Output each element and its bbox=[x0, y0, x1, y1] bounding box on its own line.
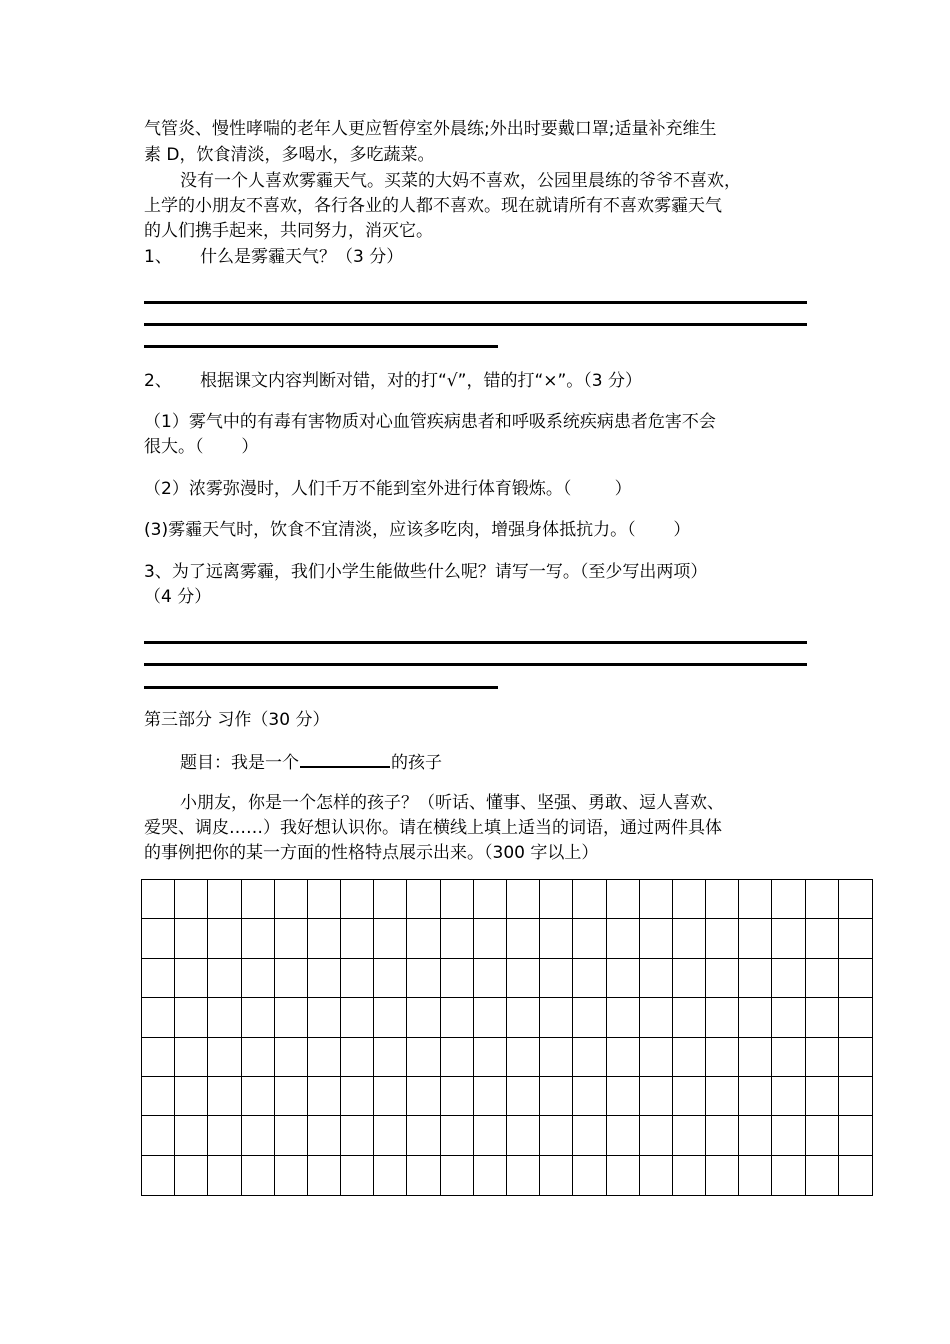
grid-cell[interactable] bbox=[175, 959, 208, 998]
grid-cell[interactable] bbox=[407, 998, 440, 1037]
grid-cell[interactable] bbox=[673, 1038, 706, 1077]
grid-cell[interactable] bbox=[407, 1116, 440, 1155]
grid-cell[interactable] bbox=[839, 959, 872, 998]
grid-cell[interactable] bbox=[441, 919, 474, 958]
answer-line[interactable] bbox=[144, 345, 498, 348]
grid-cell[interactable] bbox=[341, 998, 374, 1037]
grid-cell[interactable] bbox=[275, 998, 308, 1037]
grid-cell[interactable] bbox=[374, 959, 407, 998]
grid-cell[interactable] bbox=[540, 919, 573, 958]
grid-cell[interactable] bbox=[540, 1116, 573, 1155]
grid-cell[interactable] bbox=[407, 1156, 440, 1195]
grid-cell[interactable] bbox=[772, 1156, 805, 1195]
grid-cell[interactable] bbox=[540, 1156, 573, 1195]
judgment-item-1: （1）雾气中的有毒有害物质对心血管疾病患者和呼吸系统疾病患者危害不会 bbox=[144, 412, 716, 432]
grid-cell[interactable] bbox=[142, 959, 175, 998]
grid-cell[interactable] bbox=[142, 1077, 175, 1116]
grid-cell[interactable] bbox=[772, 959, 805, 998]
grid-cell[interactable] bbox=[208, 919, 241, 958]
grid-cell[interactable] bbox=[573, 1038, 606, 1077]
grid-cell[interactable] bbox=[607, 880, 640, 919]
passage-line: 的人们携手起来，共同努力，消灭它。 bbox=[144, 221, 433, 241]
grid-cell[interactable] bbox=[673, 1077, 706, 1116]
grid-cell[interactable] bbox=[374, 919, 407, 958]
grid-cell[interactable] bbox=[739, 1156, 772, 1195]
grid-cell[interactable] bbox=[175, 919, 208, 958]
grid-cell[interactable] bbox=[341, 1116, 374, 1155]
grid-cell[interactable] bbox=[474, 1156, 507, 1195]
grid-cell[interactable] bbox=[772, 1077, 805, 1116]
grid-cell[interactable] bbox=[640, 1077, 673, 1116]
grid-cell[interactable] bbox=[640, 919, 673, 958]
grid-cell[interactable] bbox=[739, 998, 772, 1037]
passage-line: 素 D，饮食清淡，多喝水，多吃蔬菜。 bbox=[144, 145, 435, 165]
grid-cell[interactable] bbox=[839, 919, 872, 958]
grid-cell[interactable] bbox=[806, 1077, 839, 1116]
grid-cell[interactable] bbox=[573, 998, 606, 1037]
item-text: (3)雾霾天气时，饮食不宜清淡，应该多吃肉，增强身体抵抗力。（ bbox=[144, 520, 636, 540]
grid-cell[interactable] bbox=[607, 1116, 640, 1155]
grid-cell[interactable] bbox=[242, 998, 275, 1037]
judgment-item-1-end bbox=[144, 435, 258, 459]
grid-cell[interactable] bbox=[341, 959, 374, 998]
grid-cell[interactable] bbox=[739, 959, 772, 998]
grid-cell[interactable] bbox=[474, 1116, 507, 1155]
grid-cell[interactable] bbox=[573, 880, 606, 919]
grid-cell[interactable] bbox=[175, 1156, 208, 1195]
grid-cell[interactable] bbox=[673, 1156, 706, 1195]
grid-cell[interactable] bbox=[673, 1116, 706, 1155]
grid-cell[interactable] bbox=[806, 1116, 839, 1155]
grid-cell[interactable] bbox=[772, 998, 805, 1037]
grid-cell[interactable] bbox=[806, 959, 839, 998]
grid-cell[interactable] bbox=[208, 959, 241, 998]
passage-line: 没有一个人喜欢雾霾天气。买菜的大妈不喜欢，公园里晨练的爷爷不喜欢， bbox=[180, 171, 741, 191]
question-number: 1、 bbox=[144, 247, 172, 267]
grid-cell[interactable] bbox=[839, 1116, 872, 1155]
grid-cell[interactable] bbox=[573, 1156, 606, 1195]
grid-cell[interactable] bbox=[175, 1116, 208, 1155]
grid-cell[interactable] bbox=[441, 959, 474, 998]
grid-cell[interactable] bbox=[772, 1116, 805, 1155]
grid-cell[interactable] bbox=[540, 1077, 573, 1116]
grid-cell[interactable] bbox=[573, 919, 606, 958]
grid-cell[interactable] bbox=[242, 1038, 275, 1077]
grid-cell[interactable] bbox=[772, 1038, 805, 1077]
grid-cell[interactable] bbox=[242, 1116, 275, 1155]
grid-cell[interactable] bbox=[507, 1116, 540, 1155]
grid-cell[interactable] bbox=[308, 1156, 341, 1195]
grid-cell[interactable] bbox=[441, 1038, 474, 1077]
grid-cell[interactable] bbox=[839, 880, 872, 919]
grid-cell[interactable] bbox=[308, 1038, 341, 1077]
judgment-item-2 bbox=[144, 477, 632, 501]
grid-cell[interactable] bbox=[673, 919, 706, 958]
grid-cell[interactable] bbox=[208, 1116, 241, 1155]
grid-cell[interactable] bbox=[208, 1038, 241, 1077]
grid-cell[interactable] bbox=[673, 998, 706, 1037]
question-2 bbox=[144, 369, 642, 393]
grid-cell[interactable] bbox=[242, 880, 275, 919]
grid-cell[interactable] bbox=[507, 1156, 540, 1195]
grid-cell[interactable] bbox=[772, 880, 805, 919]
grid-cell[interactable] bbox=[441, 1077, 474, 1116]
grid-cell[interactable] bbox=[308, 959, 341, 998]
grid-cell[interactable] bbox=[175, 998, 208, 1037]
answer-line[interactable] bbox=[144, 323, 807, 326]
grid-cell[interactable] bbox=[640, 1156, 673, 1195]
grid-cell[interactable] bbox=[175, 1038, 208, 1077]
grid-cell[interactable] bbox=[308, 919, 341, 958]
grid-cell[interactable] bbox=[706, 959, 739, 998]
item-text: 很大。（ bbox=[144, 437, 204, 457]
grid-cell[interactable] bbox=[739, 880, 772, 919]
grid-cell[interactable] bbox=[208, 1156, 241, 1195]
grid-cell[interactable] bbox=[142, 919, 175, 958]
grid-cell[interactable] bbox=[341, 919, 374, 958]
grid-cell[interactable] bbox=[607, 1077, 640, 1116]
grid-cell[interactable] bbox=[441, 1116, 474, 1155]
grid-cell[interactable] bbox=[275, 1116, 308, 1155]
grid-cell[interactable] bbox=[407, 959, 440, 998]
grid-cell[interactable] bbox=[275, 1038, 308, 1077]
grid-cell[interactable] bbox=[706, 1038, 739, 1077]
grid-cell[interactable] bbox=[407, 1077, 440, 1116]
grid-cell[interactable] bbox=[573, 1077, 606, 1116]
grid-cell[interactable] bbox=[839, 1038, 872, 1077]
grid-cell[interactable] bbox=[839, 1156, 872, 1195]
grid-cell[interactable] bbox=[275, 880, 308, 919]
grid-cell[interactable] bbox=[208, 998, 241, 1037]
grid-cell[interactable] bbox=[374, 1038, 407, 1077]
answer-paren-blank[interactable] bbox=[204, 435, 242, 459]
prompt-line: 小朋友，你是一个怎样的孩子？（听话、懂事、坚强、勇敢、逗人喜欢、 bbox=[180, 793, 724, 813]
grid-cell[interactable] bbox=[540, 1038, 573, 1077]
grid-cell[interactable] bbox=[673, 959, 706, 998]
grid-cell[interactable] bbox=[706, 998, 739, 1037]
grid-cell[interactable] bbox=[640, 998, 673, 1037]
grid-cell[interactable] bbox=[142, 1038, 175, 1077]
grid-cell[interactable] bbox=[275, 959, 308, 998]
grid-cell[interactable] bbox=[806, 1038, 839, 1077]
grid-cell[interactable] bbox=[839, 1077, 872, 1116]
grid-cell[interactable] bbox=[242, 959, 275, 998]
grid-cell[interactable] bbox=[474, 919, 507, 958]
grid-cell[interactable] bbox=[806, 1156, 839, 1195]
grid-cell[interactable] bbox=[706, 1116, 739, 1155]
title-prefix: 题目：我是一个 bbox=[180, 753, 299, 773]
grid-cell[interactable] bbox=[407, 1038, 440, 1077]
grid-cell[interactable] bbox=[540, 998, 573, 1037]
grid-cell[interactable] bbox=[706, 1077, 739, 1116]
section-heading: 第三部分 习作（30 分） bbox=[144, 710, 330, 730]
grid-cell[interactable] bbox=[507, 1038, 540, 1077]
grid-cell[interactable] bbox=[374, 1116, 407, 1155]
answer-paren-blank[interactable] bbox=[636, 518, 674, 542]
title-fill-blank[interactable] bbox=[300, 750, 390, 768]
grid-cell[interactable] bbox=[640, 1038, 673, 1077]
grid-cell[interactable] bbox=[607, 919, 640, 958]
grid-cell[interactable] bbox=[308, 998, 341, 1037]
grid-cell[interactable] bbox=[308, 1077, 341, 1116]
grid-cell[interactable] bbox=[607, 1156, 640, 1195]
grid-cell[interactable] bbox=[573, 1116, 606, 1155]
grid-cell[interactable] bbox=[208, 1077, 241, 1116]
grid-cell[interactable] bbox=[607, 1038, 640, 1077]
grid-cell[interactable] bbox=[441, 998, 474, 1037]
grid-cell[interactable] bbox=[407, 880, 440, 919]
grid-cell[interactable] bbox=[474, 1038, 507, 1077]
grid-cell[interactable] bbox=[540, 880, 573, 919]
passage-line: 气管炎、慢性哮喘的老年人更应暂停室外晨练;外出时要戴口罩;适量补充维生 bbox=[144, 119, 717, 139]
grid-cell[interactable] bbox=[275, 1077, 308, 1116]
passage-line: 上学的小朋友不喜欢，各行各业的人都不喜欢。现在就请所有不喜欢雾霾天气 bbox=[144, 196, 722, 216]
grid-cell[interactable] bbox=[242, 919, 275, 958]
answer-line[interactable] bbox=[144, 641, 807, 644]
grid-cell[interactable] bbox=[242, 1156, 275, 1195]
grid-cell[interactable] bbox=[706, 880, 739, 919]
grid-cell[interactable] bbox=[772, 919, 805, 958]
prompt-line: 爱哭、调皮……）我好想认识你。请在横线上填上适当的词语，通过两件具体 bbox=[144, 818, 722, 838]
grid-cell[interactable] bbox=[540, 959, 573, 998]
prompt-line: 的事例把你的某一方面的性格特点展示出来。（300 字以上） bbox=[144, 843, 599, 863]
grid-cell[interactable] bbox=[242, 1077, 275, 1116]
question-3: 3、为了远离雾霾，我们小学生能做些什么呢？请写一写。（至少写出两项） bbox=[144, 562, 708, 582]
grid-cell[interactable] bbox=[374, 1156, 407, 1195]
grid-cell[interactable] bbox=[142, 998, 175, 1037]
grid-cell[interactable] bbox=[474, 880, 507, 919]
grid-cell[interactable] bbox=[142, 1156, 175, 1195]
paren-close: ） bbox=[673, 520, 691, 540]
grid-cell[interactable] bbox=[739, 1077, 772, 1116]
grid-cell[interactable] bbox=[806, 880, 839, 919]
paren-close: ） bbox=[241, 437, 259, 457]
grid-cell[interactable] bbox=[706, 1156, 739, 1195]
grid-cell[interactable] bbox=[341, 1038, 374, 1077]
grid-cell[interactable] bbox=[175, 1077, 208, 1116]
grid-cell[interactable] bbox=[739, 1038, 772, 1077]
grid-cell[interactable] bbox=[208, 880, 241, 919]
grid-cell[interactable] bbox=[275, 919, 308, 958]
grid-cell[interactable] bbox=[673, 880, 706, 919]
grid-cell[interactable] bbox=[308, 1116, 341, 1155]
essay-title bbox=[180, 750, 442, 775]
grid-cell[interactable] bbox=[507, 919, 540, 958]
grid-cell[interactable] bbox=[341, 1077, 374, 1116]
question-1 bbox=[144, 245, 403, 269]
grid-cell[interactable] bbox=[142, 1116, 175, 1155]
question-3-score: （4 分） bbox=[144, 587, 212, 607]
grid-cell[interactable] bbox=[573, 959, 606, 998]
grid-cell[interactable] bbox=[474, 998, 507, 1037]
judgment-item-3 bbox=[144, 518, 690, 542]
grid-cell[interactable] bbox=[507, 1077, 540, 1116]
grid-cell[interactable] bbox=[607, 959, 640, 998]
grid-cell[interactable] bbox=[806, 998, 839, 1037]
paren-close: ） bbox=[614, 479, 632, 499]
grid-cell[interactable] bbox=[308, 880, 341, 919]
grid-cell[interactable] bbox=[175, 880, 208, 919]
answer-paren-blank[interactable] bbox=[571, 477, 614, 501]
grid-cell[interactable] bbox=[739, 1116, 772, 1155]
grid-cell[interactable] bbox=[739, 919, 772, 958]
grid-cell[interactable] bbox=[607, 998, 640, 1037]
grid-cell[interactable] bbox=[407, 919, 440, 958]
answer-line[interactable] bbox=[144, 663, 807, 666]
grid-cell[interactable] bbox=[640, 959, 673, 998]
grid-cell[interactable] bbox=[374, 1077, 407, 1116]
grid-cell[interactable] bbox=[142, 880, 175, 919]
item-text: （2）浓雾弥漫时，人们千万不能到室外进行体育锻炼。（ bbox=[144, 479, 572, 499]
grid-cell[interactable] bbox=[341, 1156, 374, 1195]
grid-cell[interactable] bbox=[474, 1077, 507, 1116]
grid-cell[interactable] bbox=[474, 959, 507, 998]
grid-cell[interactable] bbox=[640, 880, 673, 919]
grid-cell[interactable] bbox=[441, 880, 474, 919]
question-text: 什么是雾霾天气？（3 分） bbox=[200, 247, 404, 267]
grid-cell[interactable] bbox=[441, 1156, 474, 1195]
grid-cell[interactable] bbox=[640, 1116, 673, 1155]
grid-cell[interactable] bbox=[507, 998, 540, 1037]
grid-cell[interactable] bbox=[275, 1156, 308, 1195]
grid-cell[interactable] bbox=[806, 919, 839, 958]
grid-cell[interactable] bbox=[374, 880, 407, 919]
writing-grid[interactable] bbox=[141, 879, 873, 1196]
answer-line[interactable] bbox=[144, 686, 498, 689]
question-number: 2、 bbox=[144, 371, 172, 391]
question-text: 根据课文内容判断对错，对的打“√”，错的打“×”。（3 分） bbox=[200, 371, 643, 391]
grid-cell[interactable] bbox=[374, 998, 407, 1037]
answer-line[interactable] bbox=[144, 301, 807, 304]
grid-cell[interactable] bbox=[839, 998, 872, 1037]
grid-cell[interactable] bbox=[341, 880, 374, 919]
grid-cell[interactable] bbox=[507, 880, 540, 919]
title-suffix: 的孩子 bbox=[391, 753, 442, 773]
grid-cell[interactable] bbox=[507, 959, 540, 998]
grid-cell[interactable] bbox=[706, 919, 739, 958]
